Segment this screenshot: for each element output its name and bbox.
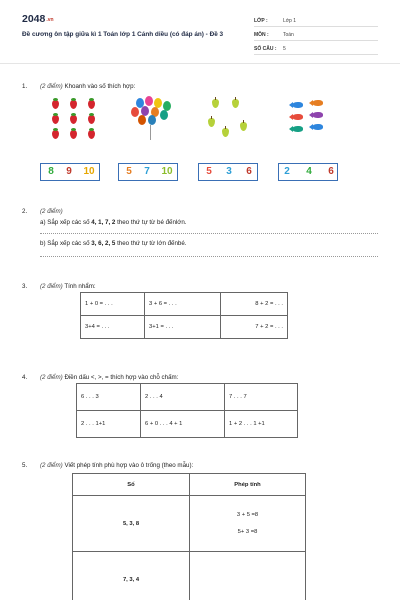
choice-number[interactable]: 2	[284, 166, 290, 177]
table-cell[interactable]: 6 . . . 3	[77, 384, 141, 411]
table-cell[interactable]: 3 + 6 = . . .	[145, 293, 221, 316]
choice-number[interactable]: 6	[246, 166, 252, 177]
number-choice-box[interactable]	[118, 163, 178, 181]
number-choice-box[interactable]	[198, 163, 258, 181]
site-logo[interactable]	[22, 13, 54, 25]
write-operation-table	[72, 473, 306, 600]
operation-text: 3 + 5 =8	[236, 511, 259, 518]
operations-cell[interactable]	[190, 552, 306, 600]
table-cell[interactable]: 7 + 2 = . . .	[221, 316, 288, 339]
table-cell[interactable]: 2 . . . 1+1	[77, 411, 141, 438]
strawberries-image	[50, 96, 100, 142]
question-number: 1.	[22, 83, 28, 90]
question-number: 2.	[22, 208, 28, 215]
table-row	[73, 552, 306, 600]
table-cell[interactable]: 3+4 = . . .	[81, 316, 145, 339]
meta-value: 5	[283, 46, 286, 52]
table-row	[81, 293, 288, 316]
meta-key: MÔN :	[254, 32, 269, 38]
question-text: Viết phép tính phù hợp vào ô trống (theo mẫu):	[64, 462, 194, 469]
document-title: Đề cương ôn tập giữa kì 1 Toán lớp 1 Cánh diều (có đáp án) - Đề 3	[22, 31, 224, 38]
table-row	[77, 411, 298, 438]
meta-key: LỚP :	[254, 18, 268, 24]
table-cell[interactable]: 6 + 0 . . . 4 + 1	[141, 411, 225, 438]
sub-question-text: a) Sắp xếp các số	[40, 219, 92, 226]
question-text: Khoanh vào số thích hợp:	[64, 83, 136, 90]
choice-number[interactable]: 5	[126, 166, 132, 177]
choice-number[interactable]: 4	[306, 166, 312, 177]
number-choice-box[interactable]	[278, 163, 338, 181]
table-row	[73, 496, 306, 552]
mental-math-table	[80, 292, 288, 339]
question-1	[22, 83, 135, 90]
sub-question-numbers: 4, 1, 7, 2	[91, 219, 116, 226]
question-3	[22, 283, 96, 290]
answer-line[interactable]	[40, 233, 378, 234]
sub-question-text: b) Sắp xếp các số	[40, 240, 92, 247]
numbers-cell: 5, 3, 8	[73, 496, 190, 552]
number-choice-box[interactable]	[40, 163, 100, 181]
pears-image	[208, 96, 258, 142]
meta-value: Lớp 1	[283, 18, 297, 24]
sub-question-text: theo thứ tự từ lớn đếnbé.	[115, 240, 187, 247]
question-4	[22, 374, 178, 381]
choice-number[interactable]: 10	[83, 166, 95, 177]
question-text: Tính nhẩm:	[64, 283, 96, 290]
choice-number[interactable]: 3	[226, 166, 232, 177]
answer-line[interactable]	[40, 256, 378, 257]
meta-count-row	[254, 42, 378, 55]
question-2b	[40, 240, 187, 247]
numbers-cell: 7, 3, 4	[73, 552, 190, 600]
operations-cell[interactable]	[190, 496, 306, 552]
question-number: 4.	[22, 374, 28, 381]
meta-subject-row	[254, 28, 378, 41]
meta-class-row	[254, 14, 378, 27]
column-header: Số	[73, 474, 190, 496]
table-cell[interactable]: 1 + 2 . . . 1 +1	[225, 411, 298, 438]
balloons-image	[128, 96, 178, 142]
question-number: 3.	[22, 283, 28, 290]
sub-question-numbers: 3, 6, 2, 5	[91, 240, 116, 247]
question-points: (2 điểm)	[40, 283, 63, 290]
meta-value: Toán	[283, 32, 294, 38]
choice-number[interactable]: 10	[161, 166, 173, 177]
column-header: Phép tính	[190, 474, 306, 496]
choice-number[interactable]: 5	[206, 166, 212, 177]
sub-question-text: theo thứ tự từ bé đếnlớn.	[115, 219, 187, 226]
table-row	[77, 384, 298, 411]
table-cell[interactable]: 1 + 0 = . . .	[81, 293, 145, 316]
operation-text: 5+ 3 =8	[237, 528, 258, 535]
logo-text: 2048	[22, 13, 46, 25]
choice-number[interactable]: 7	[144, 166, 150, 177]
counting-pictures	[40, 96, 370, 146]
choice-number[interactable]: 6	[328, 166, 334, 177]
question-points: (2 điểm)	[40, 208, 63, 215]
table-cell[interactable]: 7 . . . 7	[225, 384, 298, 411]
table-cell[interactable]: 8 + 2 = . . .	[221, 293, 288, 316]
question-number: 5.	[22, 462, 28, 469]
question-points: (2 điểm)	[40, 83, 63, 90]
question-points: (2 điểm)	[40, 462, 63, 469]
question-points: (2 điểm)	[40, 374, 63, 381]
question-2	[22, 208, 63, 215]
question-text: Điền dấu <, >, = thích hợp vào chỗ chấm:	[64, 374, 179, 381]
table-header-row	[73, 474, 306, 496]
table-row	[81, 316, 288, 339]
choice-number[interactable]: 9	[66, 166, 72, 177]
question-5	[22, 462, 193, 469]
compare-table	[76, 383, 298, 438]
page-header	[0, 0, 400, 60]
table-cell[interactable]: 2 . . . 4	[141, 384, 225, 411]
table-cell[interactable]: 3+1 = . . .	[145, 316, 221, 339]
header-divider	[0, 63, 400, 64]
question-2a	[40, 219, 187, 226]
choice-number[interactable]: 8	[48, 166, 54, 177]
fish-image	[288, 96, 338, 142]
meta-key: SỐ CÂU :	[254, 46, 277, 52]
logo-tld: .vn	[46, 17, 54, 23]
